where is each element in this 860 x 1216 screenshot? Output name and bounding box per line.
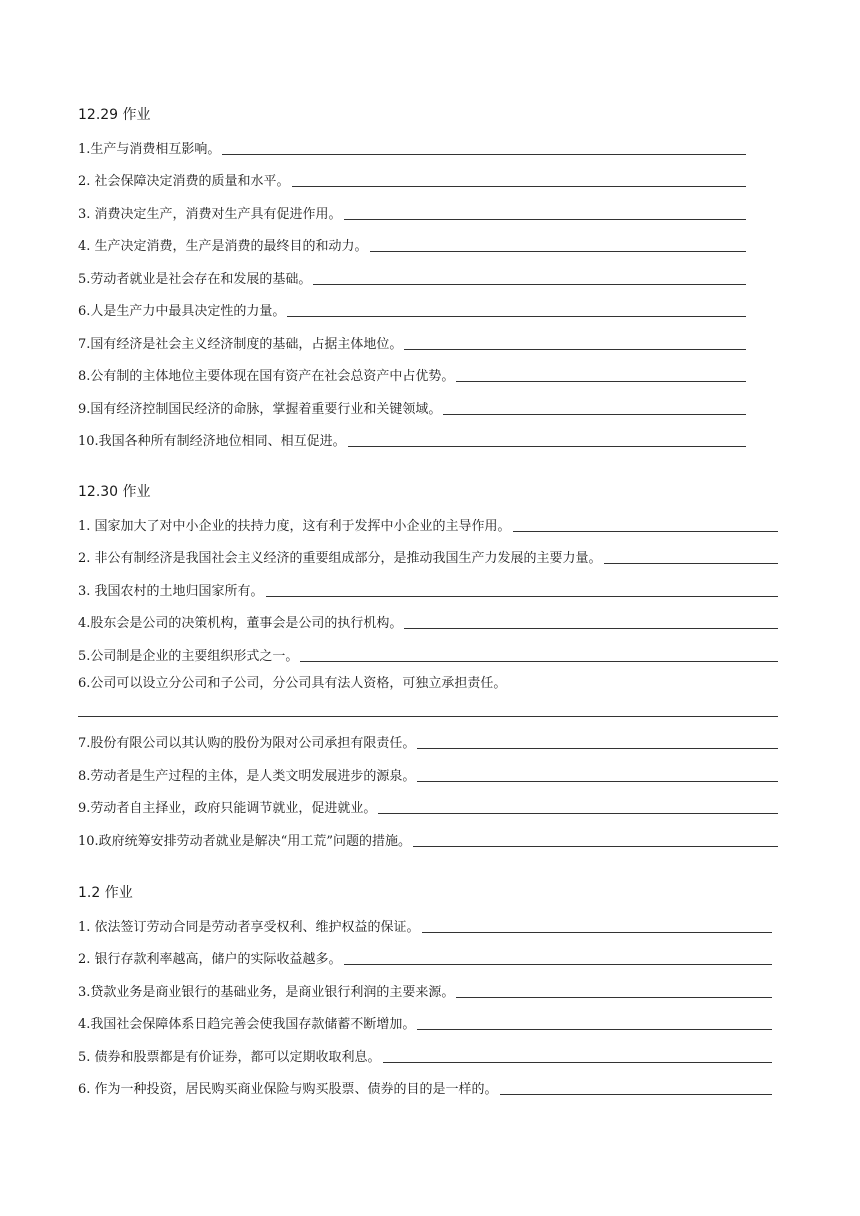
section-heading: 12.29 作业 — [78, 107, 151, 123]
question-text: 9.国有经济控制国民经济的命脉，掌握着重要行业和关键领域。 — [78, 401, 442, 417]
question-text: 6.公司可以设立分公司和子公司，分公司具有法人资格，可独立承担责任。 — [78, 675, 507, 691]
question-text: 7.国有经济是社会主义经济制度的基础，占据主体地位。 — [78, 336, 403, 352]
answer-blank[interactable] — [370, 250, 746, 252]
question-item — [78, 193, 746, 226]
question-text: 1. 依法签订劳动合同是劳动者享受权利、维护权益的保证。 — [78, 919, 420, 935]
question-text: 1. 国家加大了对中小企业的扶持力度，这有利于发挥中小企业的主导作用。 — [78, 518, 511, 534]
section-1230 — [78, 479, 778, 853]
answer-blank[interactable] — [456, 996, 772, 998]
section-1229 — [78, 102, 746, 453]
question-item — [78, 505, 778, 538]
answer-blank[interactable] — [348, 445, 746, 447]
question-item — [78, 971, 772, 1004]
answer-blank[interactable] — [344, 218, 746, 220]
question-item — [78, 538, 778, 571]
question-text: 6.人是生产力中最具决定性的力量。 — [78, 304, 286, 319]
answer-blank[interactable] — [78, 715, 778, 717]
question-text: 2. 银行存款利率越高，储户的实际收益越多。 — [78, 952, 342, 967]
answer-blank[interactable] — [404, 348, 746, 350]
question-item — [78, 291, 746, 324]
answer-blank[interactable] — [344, 963, 772, 965]
answer-blank[interactable] — [313, 283, 746, 285]
question-item — [78, 388, 746, 421]
question-item — [78, 906, 772, 939]
question-item — [78, 939, 772, 972]
question-text: 4.我国社会保障体系日趋完善会使我国存款储蓄不断增加。 — [78, 1017, 416, 1032]
question-text: 7.股份有限公司以其认购的股份为限对公司承担有限责任。 — [78, 736, 416, 751]
answer-blank[interactable] — [513, 530, 778, 532]
question-text: 8.劳动者是生产过程的主体，是人类文明发展进步的源泉。 — [78, 768, 416, 784]
question-item — [78, 226, 746, 259]
question-item — [78, 668, 778, 717]
answer-blank[interactable] — [378, 812, 778, 814]
question-text: 3.贷款业务是商业银行的基础业务，是商业银行利润的主要来源。 — [78, 984, 455, 1000]
answer-blank[interactable] — [300, 660, 778, 662]
answer-blank[interactable] — [404, 627, 778, 629]
answer-blank[interactable] — [417, 1028, 772, 1030]
answer-blank[interactable] — [292, 185, 746, 187]
answer-blank[interactable] — [383, 1061, 772, 1063]
answer-blank[interactable] — [287, 315, 746, 317]
question-item — [78, 356, 746, 389]
question-text: 6. 作为一种投资，居民购买商业保险与购买股票、债券的目的是一样的。 — [78, 1082, 498, 1097]
question-item — [78, 788, 778, 821]
section-heading: 12.30 作业 — [78, 484, 151, 500]
question-item — [78, 603, 778, 636]
question-text: 4. 生产决定消费，生产是消费的最终目的和动力。 — [78, 239, 368, 254]
question-item — [78, 570, 778, 603]
question-text: 5.劳动者就业是社会存在和发展的基础。 — [78, 271, 312, 287]
question-text: 9.劳动者自主择业，政府只能调节就业，促进就业。 — [78, 801, 377, 816]
question-item — [78, 723, 778, 756]
question-item — [78, 323, 746, 356]
answer-blank[interactable] — [417, 747, 778, 749]
section-heading: 1.2 作业 — [78, 885, 133, 901]
question-item — [78, 1069, 772, 1102]
answer-blank[interactable] — [222, 153, 746, 155]
question-text: 4.股东会是公司的决策机构，董事会是公司的执行机构。 — [78, 616, 403, 631]
answer-blank[interactable] — [456, 380, 746, 382]
answer-blank[interactable] — [417, 780, 778, 782]
question-item — [78, 128, 746, 161]
question-text: 3. 我国农村的土地归国家所有。 — [78, 583, 264, 599]
question-text: 2. 非公有制经济是我国社会主义经济的重要组成部分，是推动我国生产力发展的主要力量。 — [78, 551, 602, 566]
question-text: 1.生产与消费相互影响。 — [78, 141, 221, 157]
question-item — [78, 421, 746, 454]
answer-blank[interactable] — [413, 845, 778, 847]
question-item — [78, 161, 746, 194]
question-text: 5.公司制是企业的主要组织形式之一。 — [78, 648, 299, 664]
question-text: 3. 消费决定生产，消费对生产具有促进作用。 — [78, 206, 342, 222]
question-item — [78, 820, 778, 853]
question-item — [78, 1004, 772, 1037]
question-item — [78, 755, 778, 788]
answer-blank[interactable] — [604, 562, 778, 564]
answer-blank[interactable] — [266, 595, 778, 597]
question-item — [78, 1036, 772, 1069]
question-item — [78, 635, 778, 668]
question-text: 10.政府统筹安排劳动者就业是解决“用工荒”问题的措施。 — [78, 833, 411, 849]
question-text: 8.公有制的主体地位主要体现在国有资产在社会总资产中占优势。 — [78, 369, 455, 384]
question-item — [78, 258, 746, 291]
question-text: 2. 社会保障决定消费的质量和水平。 — [78, 174, 290, 189]
question-text: 5. 债券和股票都是有价证券，都可以定期收取利息。 — [78, 1049, 381, 1065]
answer-blank[interactable] — [443, 413, 746, 415]
answer-blank[interactable] — [500, 1093, 772, 1095]
question-text: 10.我国各种所有制经济地位相同、相互促进。 — [78, 434, 346, 449]
answer-blank[interactable] — [422, 931, 772, 933]
section-0102 — [78, 880, 772, 1101]
